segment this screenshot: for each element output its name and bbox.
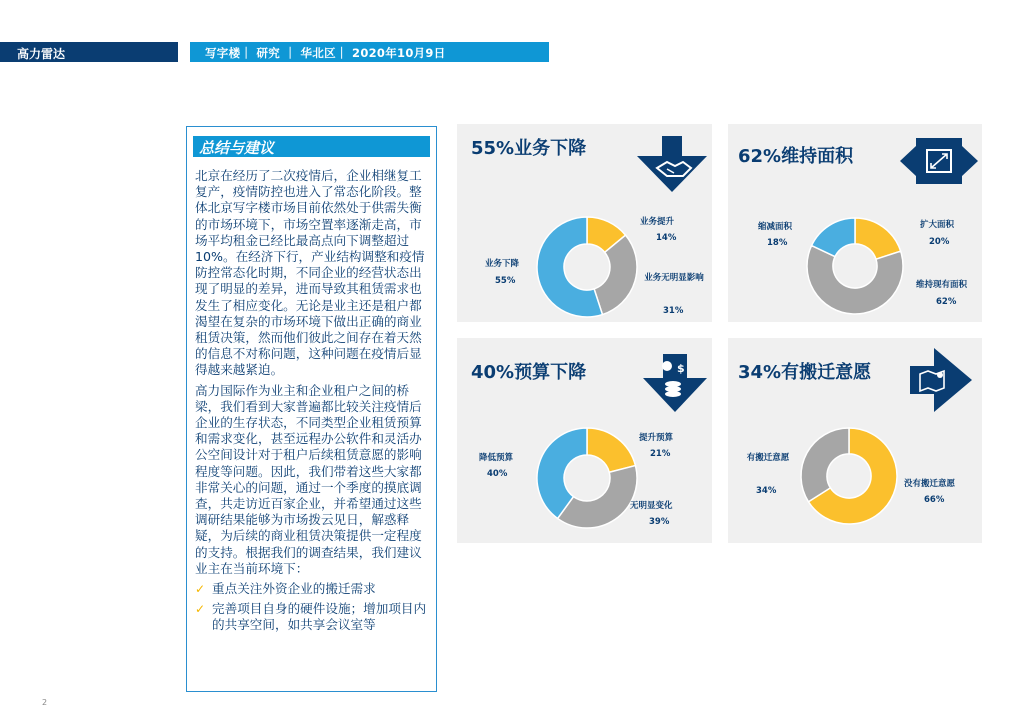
breadcrumb — [190, 42, 549, 62]
label-pct: 66% — [924, 495, 945, 505]
label-pct: 55% — [495, 276, 516, 286]
label-name: 扩大面积 — [920, 220, 955, 230]
label-pct: 20% — [929, 237, 950, 247]
donut-slice — [801, 428, 849, 502]
donut-chart — [801, 428, 897, 524]
page-number: 2 — [42, 698, 48, 707]
summary-body — [195, 168, 433, 634]
map-pin-arrow-icon — [910, 348, 972, 412]
label-pct: 14% — [656, 233, 677, 243]
label-name: 提升预算 — [639, 433, 674, 443]
donut-slice — [807, 246, 903, 314]
label-pct: 39% — [649, 517, 670, 527]
panel-title: 62%维持面积 — [738, 146, 854, 167]
summary-title-bar — [193, 136, 430, 157]
donut-chart — [807, 218, 903, 314]
summary-paragraph: 北京在经历了二次疫情后，企业相继复工复产，疫情防控也进入了常态化阶段。整体北京写字楼市场目前依然处于供需失衡的市场环境下，市场空置率逐渐走高，市场平均租金已经比最高点向下调整超过10%。在经济下行，产业结构调整和疫情防控常态化时期，不同企业的经营状态出现了明显的差异，进而导致其租赁需求也发生了相应变化。无论是业主还是租户都渴望在复杂的市场环境下做出正确的商业租赁决策，然而他们彼此之间存在着天然的信息不对称问题，这种问题在疫情后显得越来越紧迫。 — [195, 168, 425, 378]
panel-title: 34%有搬迁意愿 — [738, 362, 872, 383]
recommendation-text: 重点关注外资企业的搬迁需求 — [212, 581, 376, 597]
panel-business — [457, 124, 712, 322]
breadcrumb-text: 写字楼｜ 研究 ｜ 华北区｜ 2020年10月9日 — [205, 46, 446, 60]
recommendation-item — [195, 581, 433, 597]
label-pct: 31% — [663, 306, 684, 316]
label-pct: 18% — [767, 238, 788, 248]
label-name: 没有搬迁意愿 — [904, 479, 956, 489]
panel-title: 55%业务下降 — [471, 138, 587, 159]
summary-title: 总结与建议 — [199, 139, 275, 157]
check-icon: ✓ — [195, 582, 206, 597]
panel-title: 40%预算下降 — [471, 362, 587, 383]
coins-down-arrow-icon — [643, 354, 707, 412]
summary-box — [186, 126, 437, 692]
label-name: 维持现有面积 — [916, 280, 968, 290]
label-name: 业务无明显影响 — [644, 273, 704, 283]
donut-slice — [587, 428, 635, 472]
donut-chart — [537, 217, 637, 317]
recommendation-text: 完善项目自身的硬件设施；增加项目内的共享空间，如共享会议室等 — [212, 601, 427, 633]
panel-relocation — [728, 338, 982, 543]
brand-name: 高力雷达 — [17, 47, 66, 61]
label-name: 缩减面积 — [758, 222, 793, 232]
label-pct: 62% — [936, 297, 957, 307]
check-icon: ✓ — [195, 602, 206, 617]
donut-chart — [537, 428, 637, 528]
summary-paragraph: 高力国际作为业主和企业租户之间的桥梁，我们看到大家普遍都比较关注疫情后企业的生存状态，不同类型企业租赁预算和需求变化，甚至远程办公软件和灵活办公空间设计对于租户后续租赁意愿的影响程度等问题。因此，我们带着这些大家都非常关心的问题，通过一个季度的摸底调查，共走访近百家企业，并希望通过这些调研结果能够为市场拨云见日，解惑释疑，为后续的商业租赁决策提供一定程度的支持。根据我们的调查结果，我们建议业主在当前环境下： — [195, 382, 422, 576]
label-pct: 40% — [487, 469, 508, 479]
label-name: 降低预算 — [479, 453, 514, 463]
label-name: 无明显变化 — [630, 501, 673, 511]
label-name: 业务下降 — [485, 259, 520, 269]
label-name: 有搬迁意愿 — [746, 453, 790, 463]
panel-area — [728, 124, 982, 322]
expand-diamond-icon — [900, 138, 978, 184]
svg-text:$: $ — [677, 362, 685, 375]
brand-bar — [0, 42, 178, 62]
recommendation-item — [195, 601, 433, 633]
label-pct: 34% — [756, 486, 777, 496]
panel-budget — [457, 338, 712, 543]
label-pct: 21% — [650, 449, 671, 459]
handshake-down-arrow-icon — [637, 136, 707, 192]
label-name: 业务提升 — [640, 217, 675, 227]
